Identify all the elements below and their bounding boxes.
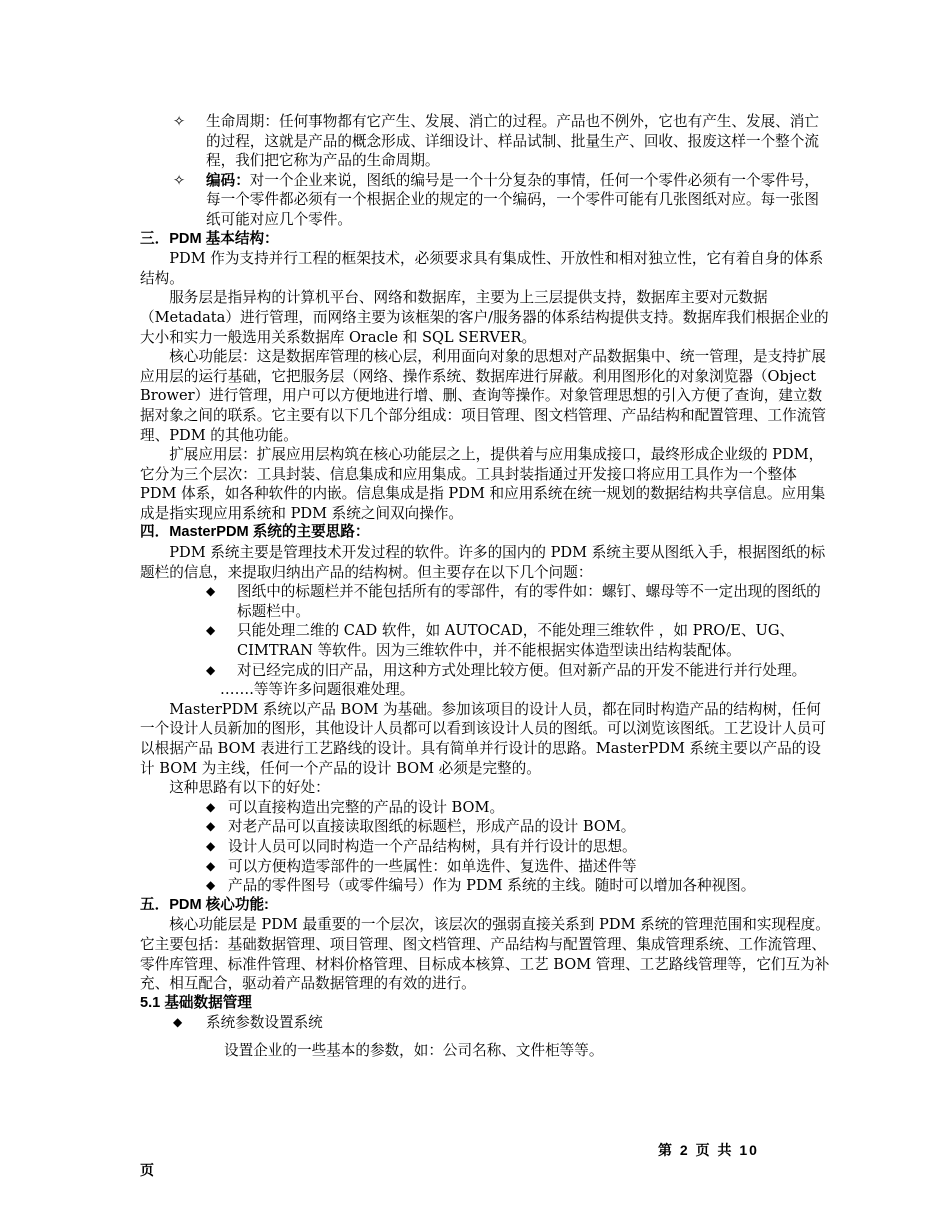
hollow-diamond-icon: ✧ [173,113,186,130]
list-item-label: 编码： [206,171,250,189]
section-heading-pdm-structure: 三．PDM 基本结构： [140,230,279,247]
list-item-text: 对已经完成的旧产品，用这种方式处理比较方便。但对新产品的开发不能进行并行处理。 [237,661,807,679]
list-item-problem [140,621,832,660]
list-item-text: 只能处理二维的 CAD 软件，如 AUTOCAD，不能处理三维软件 ，如 PRO/E、UG、CIMTRAN 等软件。因为三维软件中，并不能根据实体造型读出结构装配体。 [237,622,795,660]
list-item-lifecycle [140,112,832,171]
solid-diamond-icon: ◆ [206,858,216,873]
list-item-text: 对老产品可以直接读取图纸的标题栏，形成产品的设计 BOM。 [228,818,636,836]
page-number: 第 2 页 共 10 [658,1142,759,1158]
list-item-problem [140,661,832,681]
list-item-problem [140,582,832,621]
list-item-benefit [140,798,832,818]
solid-diamond-icon: ◆ [206,662,216,677]
paragraph: 服务层是指异构的计算机平台、网络和数据库，主要为上三层提供支持，数据库主要对元数据（Metadata）进行管理，而网络主要为该框架的客户/服务器的体系结构提供支持。数据库我们根据企业的大小和实力一般选用关系数据库 Oracle 和 SQL SERVER。 [140,289,829,346]
solid-diamond-icon: ◆ [206,838,216,853]
list-item-text: 图纸中的标题栏并不能包括所有的零部件，有的零件如：螺钉、螺母等不一定出现的图纸的标题栏中。 [237,583,821,620]
list-item-benefit [140,876,832,896]
subsection-heading-basic-data: 5.1 基础数据管理 [140,994,252,1011]
paragraph: PDM 系统主要是管理技术开发过程的软件。许多的国内的 PDM 系统主要从图纸入手，根据图纸的标题栏的信息，来提取归纳出产品的结构树。但主要存在以下几个问题： [140,544,826,581]
list-item-system-params [140,1013,832,1033]
page-number-tail: 页 [140,1162,154,1178]
list-item-text: 系统参数设置系统 [206,1014,323,1032]
list-item-benefit [140,857,832,877]
paragraph: 核心功能层是 PDM 最重要的一个层次，该层次的强弱直接关系到 PDM 系统的管理范围和实现程度。它主要包括：基础数据管理、项目管理、图文档管理、产品结构与配置管理、集成管理系统、工作流管理、零件库管理、标准件管理、材料价格管理、目标成本核算、工艺 BOM 管理、工艺路线管理等，它们互为补充、相互配合，驱动着产品数据管理的有效的进行。 [140,916,830,993]
list-item-text: 可以方便构造零部件的一些属性：如单选件、复选件、描述件等 [228,857,637,875]
solid-diamond-icon: ◆ [173,1015,183,1030]
list-item-text: 设计人员可以同时构造一个产品结构树，具有并行设计的思想。 [228,837,637,855]
paragraph: MasterPDM 系统以产品 BOM 为基础。参加该项目的设计人员，都在同时构造产品的结构树，任何一个设计人员新加的图形，其他设计人员都可以看到该设计人员的图纸。可以浏览该图纸。工艺设计人员可以根据产品 BOM 表进行工艺路线的设计。具有简单并行设计的思路。MasterPDM 系统主要以产品的设计 BOM 为主线，任何一个产品的设计 BOM 必须是完整的。 [140,700,826,777]
page-content [140,112,832,1061]
list-item-benefit [140,817,832,837]
paragraph: 核心功能层：这是数据库管理的核心层，利用面向对象的思想对产品数据集中、统一管理，是支持扩展应用层的运行基础，它把服务层（网络、操作系统、数据库进行屏蔽。利用图形化的对象浏览器（Object Brower）进行管理，用户可以方便地进行增、删、查询等操作。对象管理思想的引入方便了查询，建立数据对象之间的联系。它主要有以下几个部分组成：项目管理、图文档管理、产品结构和配置管理、工作流管理、PDM 的其他功能。 [140,348,826,444]
paragraph: 扩展应用层：扩展应用层构筑在核心功能层之上，提供着与应用集成接口，最终形成企业级的 PDM，它分为三个层次：工具封装、信息集成和应用集成。工具封装指通过开发接口将应用工具作为一个整体 PDM 体系，如各种软件的内嵌。信息集成是指 PDM 和应用系统在统一规划的数据结构共享信息。应用集成是指实现应用系统和 PDM 系统之间双向操作。 [140,446,826,522]
paragraph: PDM 作为支持并行工程的框架技术，必须要求具有集成性、开放性和相对独立性，它有着自身的体系结构。 [140,250,824,287]
etc-line: …….等等许多问题很难处理。 [220,681,415,699]
section-heading-masterpdm: 四．MasterPDM 系统的主要思路： [140,524,370,541]
section-heading-core-functions: 五．PDM 核心功能: [140,896,269,913]
benefits-intro: 这种思路有以下的好处： [169,779,330,797]
list-item-coding [140,171,832,230]
solid-diamond-icon: ◆ [206,584,216,599]
list-item-text: 对一个企业来说，图纸的编号是一个十分复杂的事情，任何一个零件必须有一个零件号，每一个零件都必须有一个根据企业的规定的一个编码，一个零件可能有几张图纸对应。每一张图纸可能对应几个零件。 [206,171,819,228]
list-item-text: 可以直接构造出完整的产品的设计 BOM。 [228,798,505,816]
system-params-desc: 设置企业的一些基本的参数，如：公司名称、文件柜等等。 [224,1041,604,1059]
solid-diamond-icon: ◆ [206,799,216,814]
list-item-benefit [140,837,832,857]
solid-diamond-icon: ◆ [206,623,216,638]
solid-diamond-icon: ◆ [206,819,216,834]
list-item-text: 产品的零件图号（或零件编号）作为 PDM 系统的主线。随时可以增加各种视图。 [228,877,756,895]
solid-diamond-icon: ◆ [206,878,216,893]
hollow-diamond-icon: ✧ [173,171,186,189]
list-item-text: 生命周期：任何事物都有它产生、发展、消亡的过程。产品也不例外，它也有产生、发展、消亡的过程，这就是产品的概念形成、详细设计、样品试制、批量生产、回收、报废这样一个整个流程，我们把它称为产品的生命周期。 [206,113,819,170]
